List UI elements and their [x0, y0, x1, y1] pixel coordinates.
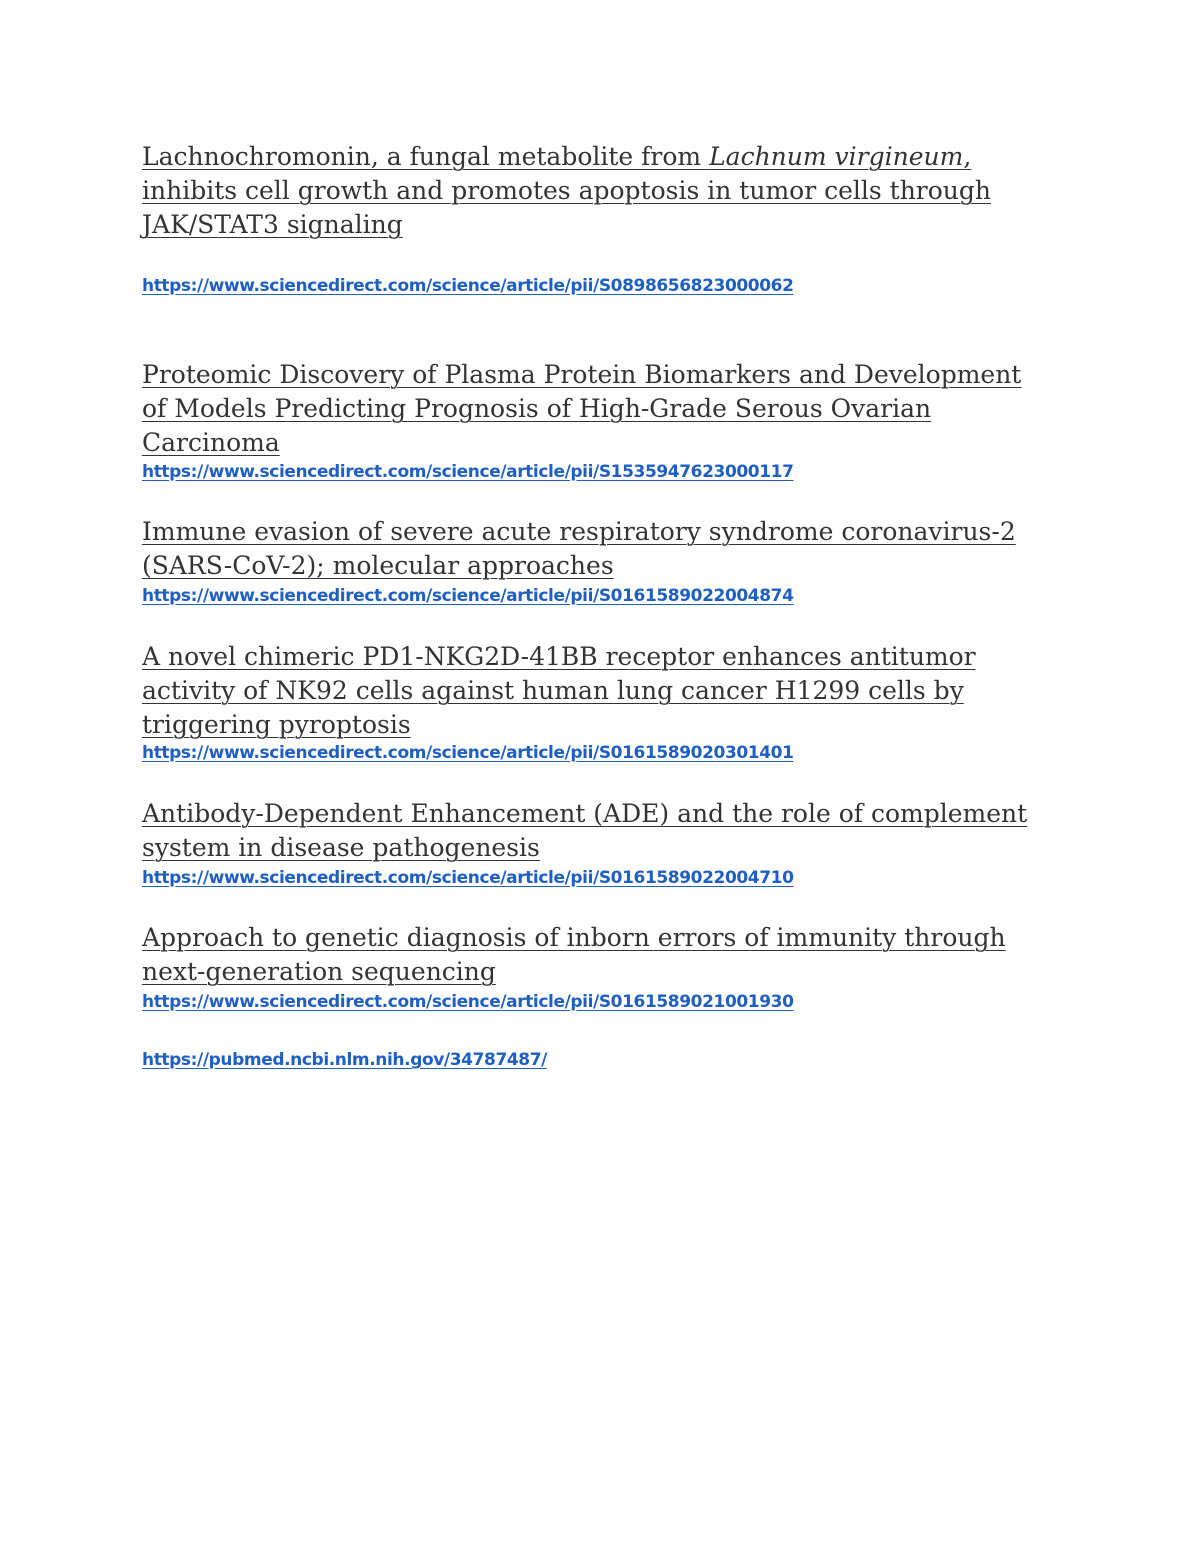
- article-title-1[interactable]: [142, 140, 991, 242]
- article-title-4[interactable]: [142, 640, 976, 742]
- article-title-6-line-2: next-generation sequencing: [142, 957, 496, 986]
- article-title-3-line-2: (SARS-CoV-2); molecular approaches: [142, 551, 614, 580]
- article-title-5-line-1: Antibody-Dependent Enhancement (ADE) and the role of complement: [142, 799, 1028, 828]
- article-link-4[interactable]: https://www.sciencedirect.com/science/article/pii/S0161589020301401: [142, 743, 794, 763]
- article-title-4-line-3: triggering pyroptosis: [142, 710, 411, 739]
- article-title-2-line-3: Carcinoma: [142, 428, 280, 457]
- article-link-2[interactable]: https://www.sciencedirect.com/science/article/pii/S1535947623000117: [142, 462, 794, 482]
- article-title-2[interactable]: [142, 358, 1021, 460]
- article-title-5-line-2: system in disease pathogenesis: [142, 833, 540, 862]
- article-title-1-line-2: inhibits cell growth and promotes apoptosis in tumor cells through: [142, 176, 992, 205]
- article-title-5[interactable]: [142, 797, 1027, 865]
- article-title-6[interactable]: [142, 921, 1006, 989]
- article-link-5[interactable]: https://www.sciencedirect.com/science/article/pii/S0161589022004710: [142, 868, 794, 888]
- article-link-6[interactable]: https://www.sciencedirect.com/science/article/pii/S0161589021001930: [142, 992, 794, 1012]
- species-name: Lachnum virgineum: [709, 142, 964, 171]
- article-title-1-line-3: JAK/STAT3 signaling: [142, 210, 403, 239]
- article-link-1[interactable]: https://www.sciencedirect.com/science/article/pii/S0898656823000062: [142, 276, 794, 296]
- article-title-4-line-2: activity of NK92 cells against human lung cancer H1299 cells by: [142, 676, 964, 705]
- article-title-1-line-1: Lachnochromonin, a fungal metabolite from Lachnum virgineum,: [142, 142, 972, 171]
- article-title-3[interactable]: [142, 515, 1016, 583]
- article-title-4-line-1: A novel chimeric PD1-NKG2D-41BB receptor enhances antitumor: [142, 642, 976, 671]
- article-title-3-line-1: Immune evasion of severe acute respiratory syndrome coronavirus-2: [142, 517, 1016, 546]
- article-title-6-line-1: Approach to genetic diagnosis of inborn errors of immunity through: [142, 923, 1006, 952]
- pubmed-link[interactable]: https://pubmed.ncbi.nlm.nih.gov/34787487/: [142, 1050, 547, 1070]
- article-link-3[interactable]: https://www.sciencedirect.com/science/article/pii/S0161589022004874: [142, 586, 794, 606]
- article-title-2-line-2: of Models Predicting Prognosis of High-Grade Serous Ovarian: [142, 394, 932, 423]
- article-title-2-line-1: Proteomic Discovery of Plasma Protein Biomarkers and Development: [142, 360, 1022, 389]
